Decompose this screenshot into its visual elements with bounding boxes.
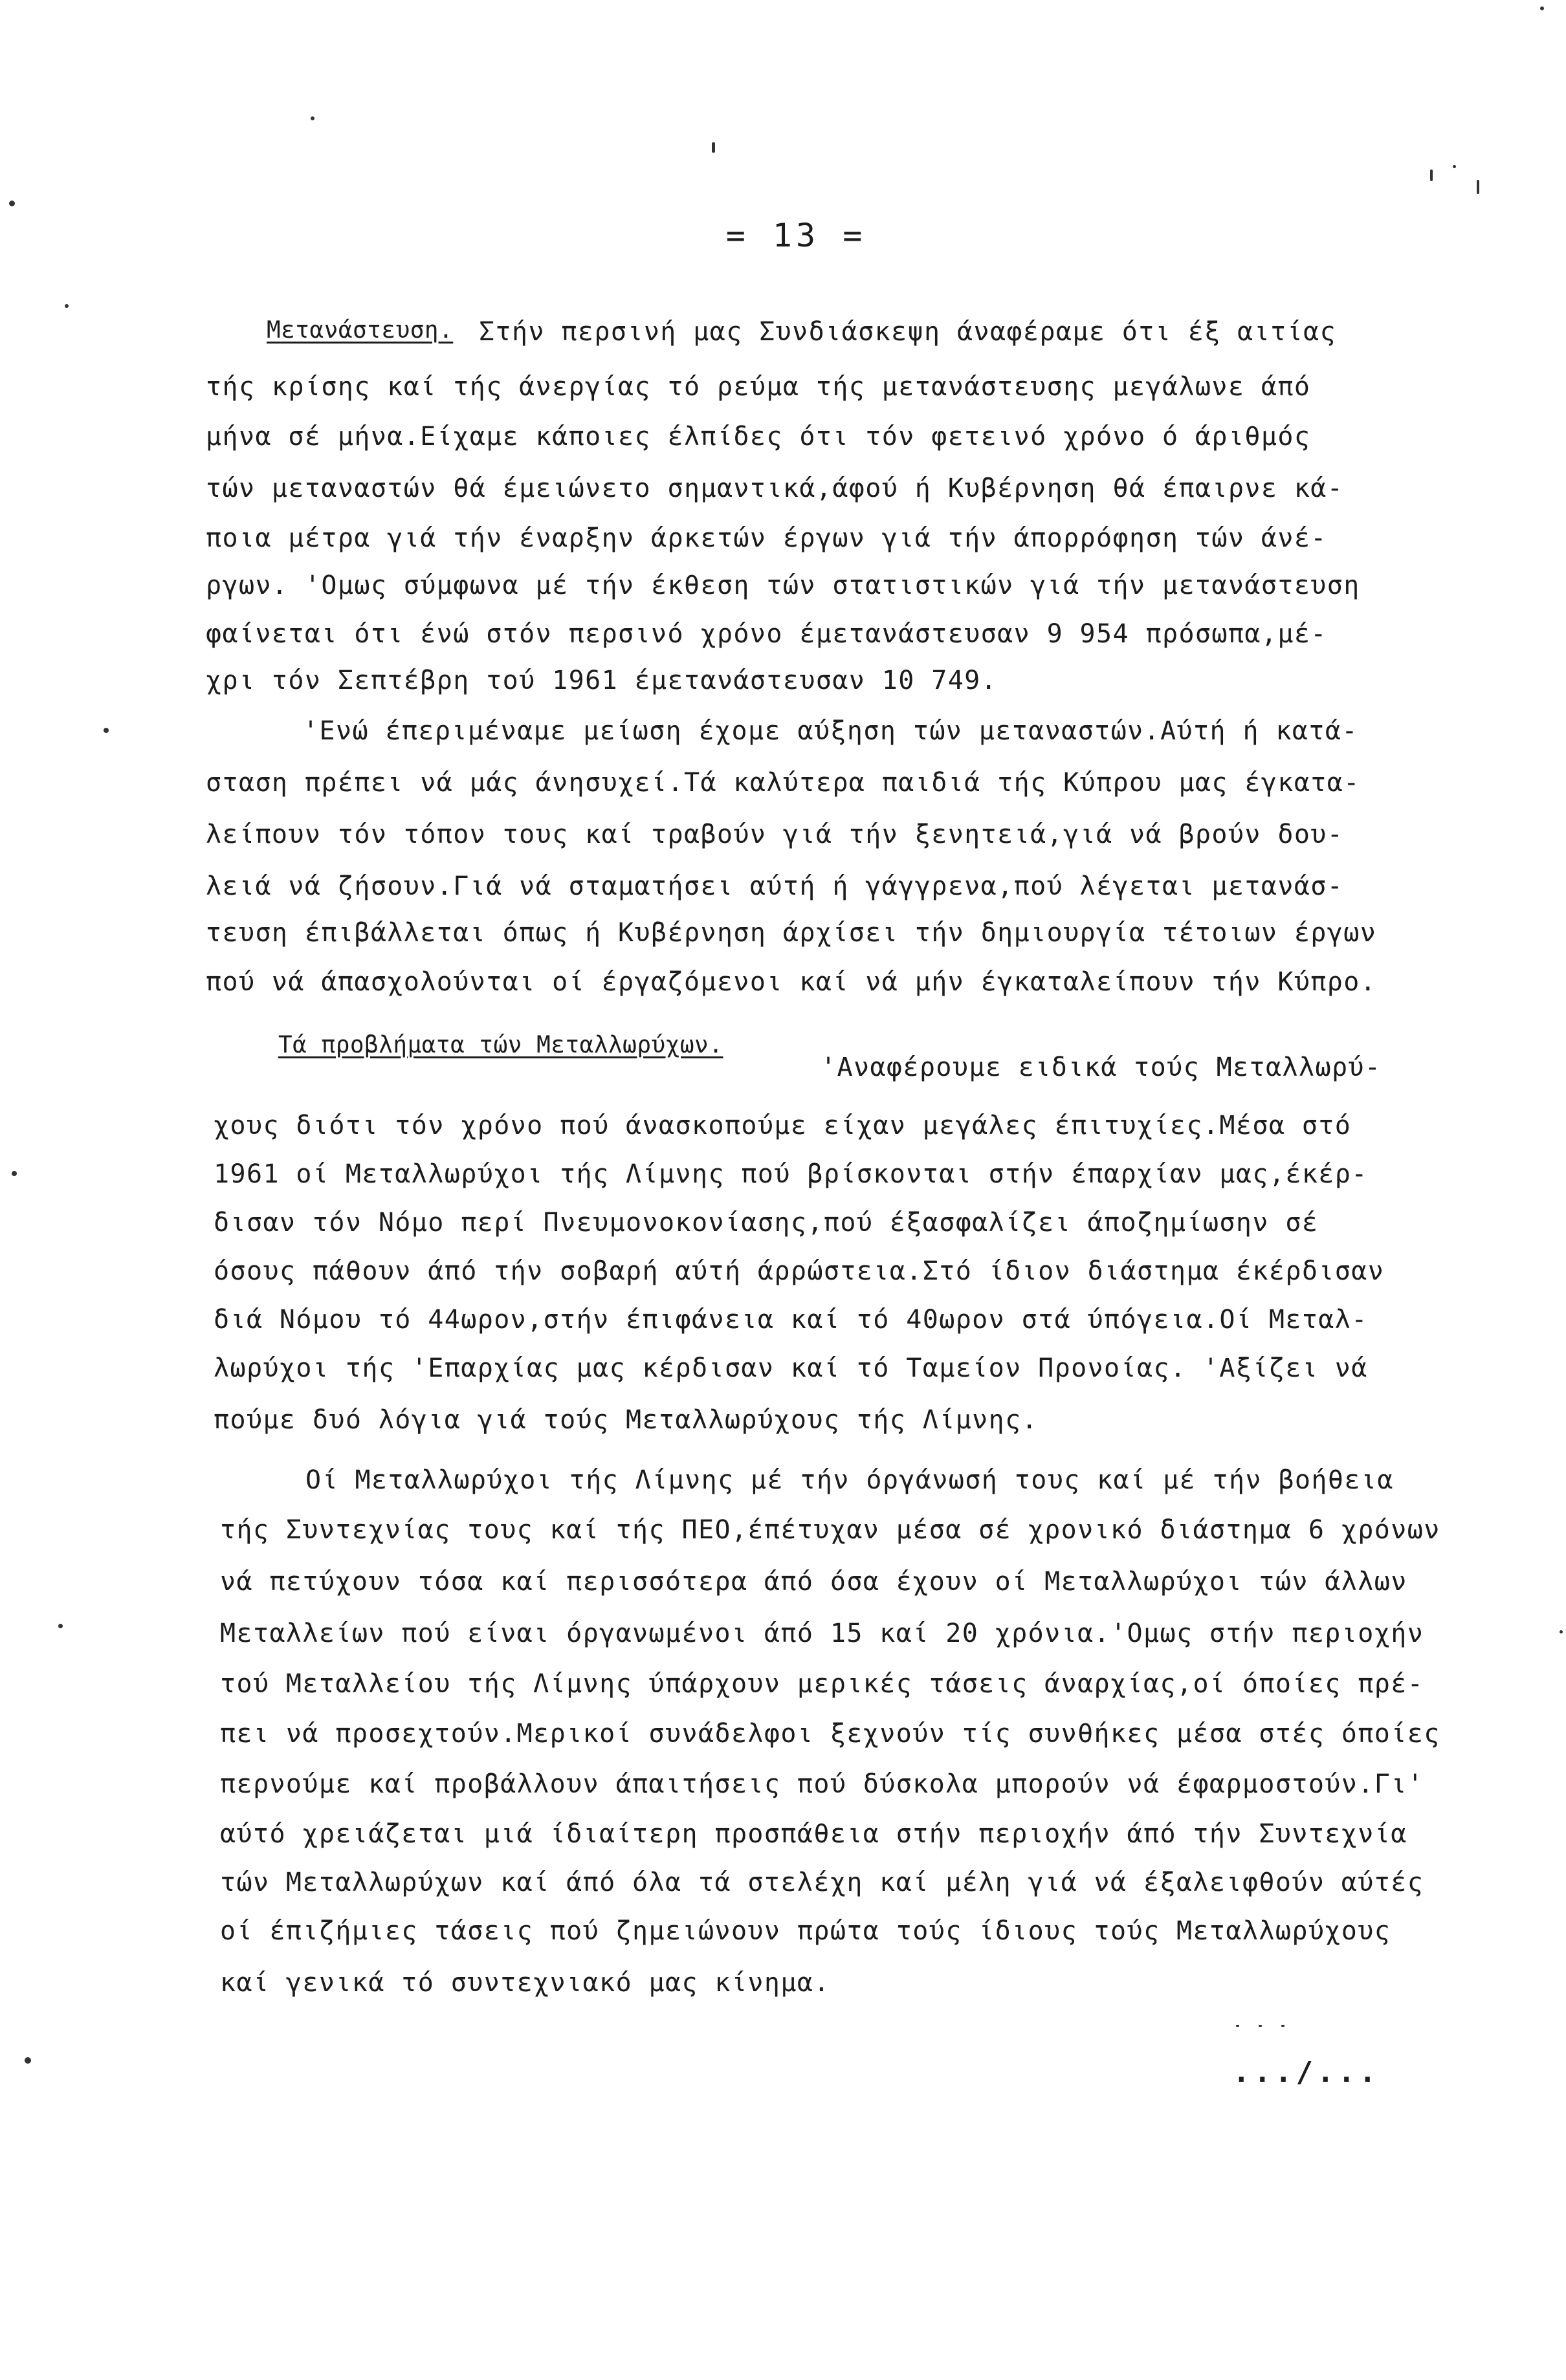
text-line: φαίνεται ότι ένώ στόν περσινό χρόνο έμετανάστευσαν 9 954 πρόσωπα,μέ- [206,619,1327,649]
text-line: νά πετύχουν τόσα καί περισσότερα άπό όσα έχουν οί Μεταλλωρύχοι τών άλλων [220,1567,1407,1597]
text-line: τευση έπιβάλλεται όπως ή Κυβέρνηση άρχίσει τήν δημιουργία τέτοιων έργων [206,918,1377,948]
continuation-mark: .../... [1233,2056,1380,2089]
text-line: χρι τόν Σεπτέβρη τού 1961 έμετανάστευσαν 10 749. [206,666,998,695]
scan-speck [1259,2025,1262,2027]
scan-speck [104,728,109,733]
text-line: λειά νά ζήσουν.Γιά νά σταματήσει αύτή ή γάγγρενα,πού λέγεται μετανάσ- [206,871,1344,901]
text-line: Οί Μεταλλωρύχοι τής Λίμνης μέ τήν όργάνωσή τους καί μέ τήν βοήθεια [305,1465,1394,1495]
text-line: τής κρίσης καί τής άνεργίας τό ρεύμα τής μετανάστευσης μεγάλωνε άπό [206,372,1311,402]
text-line: Μεταλλείων πού είναι όργανωμένοι άπό 15 καί 20 χρόνια.'Ομως στήν περιοχήν [220,1619,1424,1648]
scan-speck [1281,2025,1285,2027]
scan-speck [58,1624,63,1628]
scan-speck [1540,6,1544,10]
text-line: οί έπιζήμιες τάσεις πού ζημειώνουν πρώτα τούς ίδιους τούς Μεταλλωρύχους [220,1916,1391,1946]
scan-speck [1477,180,1479,194]
text-line: Στήν περσινή μας Συνδιάσκεψη άναφέραμε ότι έξ αιτίας [479,317,1337,347]
text-line: περνούμε καί προβάλλουν άπαιτήσεις πού δύσκολα μπορούν νά έφαρμοστούν.Γι' [220,1769,1424,1799]
text-line: τού Μεταλλείου τής Λίμνης ύπάρχουν μερικές τάσεις άναρχίας,οί όποίες πρέ- [220,1669,1424,1699]
text-line: 'Αναφέρουμε ειδικά τούς Μεταλλωρύ- [821,1053,1382,1082]
scan-speck [1453,165,1456,168]
text-line: λωρύχοι τής 'Επαρχίας μας κέρδισαν καί τό Ταμείον Προνοίας. 'Αξίζει νά [214,1353,1368,1383]
text-line: διά Νόμου τό 44ωρον,στήν έπιφάνεια καί τό 40ωρον στά ύπόγεια.Οί Μεταλ- [214,1305,1368,1335]
page-number: = 13 = [725,217,866,254]
text-line: μήνα σέ μήνα.Είχαμε κάποιες έλπίδες ότι τόν φετεινό χρόνο ό άριθμός [206,422,1311,452]
scan-speck [9,201,15,206]
text-line: τών μεταναστών θά έμειώνετο σημαντικά,άφού ή Κυβέρνηση θά έπαιρνε κά- [206,474,1344,503]
text-line: σταση πρέπει νά μάς άνησυχεί.Τά καλύτερα παιδιά τής Κύπρου μας έγκατα- [206,768,1360,798]
text-line: 1961 οί Μεταλλωρύχοι τής Λίμνης πού βρίσκονται στήν έπαρχίαν μας,έκέρ- [214,1159,1368,1189]
text-line: πούμε δυό λόγια γιά τούς Μεταλλωρύχους τής Λίμνης. [214,1405,1039,1435]
scan-speck [65,304,69,308]
text-line: καί γενικά τό συντεχνιακό μας κίνημα. [220,1968,830,1998]
text-line: χους διότι τόν χρόνο πού άνασκοπούμε είχαν μεγάλες έπιτυχίες.Μέσα στό [214,1111,1352,1141]
text-line: πού νά άπασχολούνται οί έργαζόμενοι καί νά μήν έγκαταλείπουν τήν Κύπρο. [206,967,1377,997]
text-line: τών Μεταλλωρύχων καί άπό όλα τά στελέχη καί μέλη γιά νά έξαλειφθούν αύτές [220,1868,1424,1897]
scan-speck [1236,2025,1239,2027]
text-line: ποια μέτρα γιά τήν έναρξην άρκετών έργων γιά τήν άπορρόφηση τών άνέ- [206,523,1327,553]
scan-speck [311,116,314,120]
text-line: πει νά προσεχτούν.Μερικοί συνάδελφοι ξεχνούν τίς συνθήκες μέσα στές όποίες [220,1719,1440,1749]
text-line: ργων. 'Ομως σύμφωνα μέ τήν έκθεση τών στατιστικών γιά τήν μετανάστευση [206,571,1360,600]
section-heading-miners: Τά προβλήματα τών Μεταλλωρύχων. [278,1032,723,1058]
text-line: όσους πάθουν άπό τήν σοβαρή αύτή άρρώστεια.Στό ίδιον διάστημα έκέρδισαν [214,1256,1385,1286]
text-line: αύτό χρειάζεται μιά ίδιαίτερη προσπάθεια στήν περιοχήν άπό τήν Συντεχνία [220,1819,1407,1849]
text-line: τής Συντεχνίας τους καί τής ΠΕΟ,έπέτυχαν μέσα σέ χρονικό διάστημα 6 χρόνων [220,1515,1440,1545]
text-line: 'Ενώ έπεριμέναμε μείωση έχομε αύξηση τών μεταναστών.Αύτή ή κατά- [303,716,1358,746]
section-heading-emigration: Μετανάστευση. [267,317,454,344]
scan-speck [1430,169,1433,181]
scan-speck [1560,1630,1563,1633]
scan-speck [25,2057,31,2064]
scan-speck [712,142,715,153]
scan-speck [12,1171,17,1176]
text-line: δισαν τόν Νόμο περί Πνευμονοκονίασης,πού έξασφαλίζει άποζημίωσην σέ [214,1208,1319,1238]
text-line: λείπουν τόν τόπον τους καί τραβούν γιά τήν ξενητειά,γιά νά βρούν δου- [206,820,1344,849]
